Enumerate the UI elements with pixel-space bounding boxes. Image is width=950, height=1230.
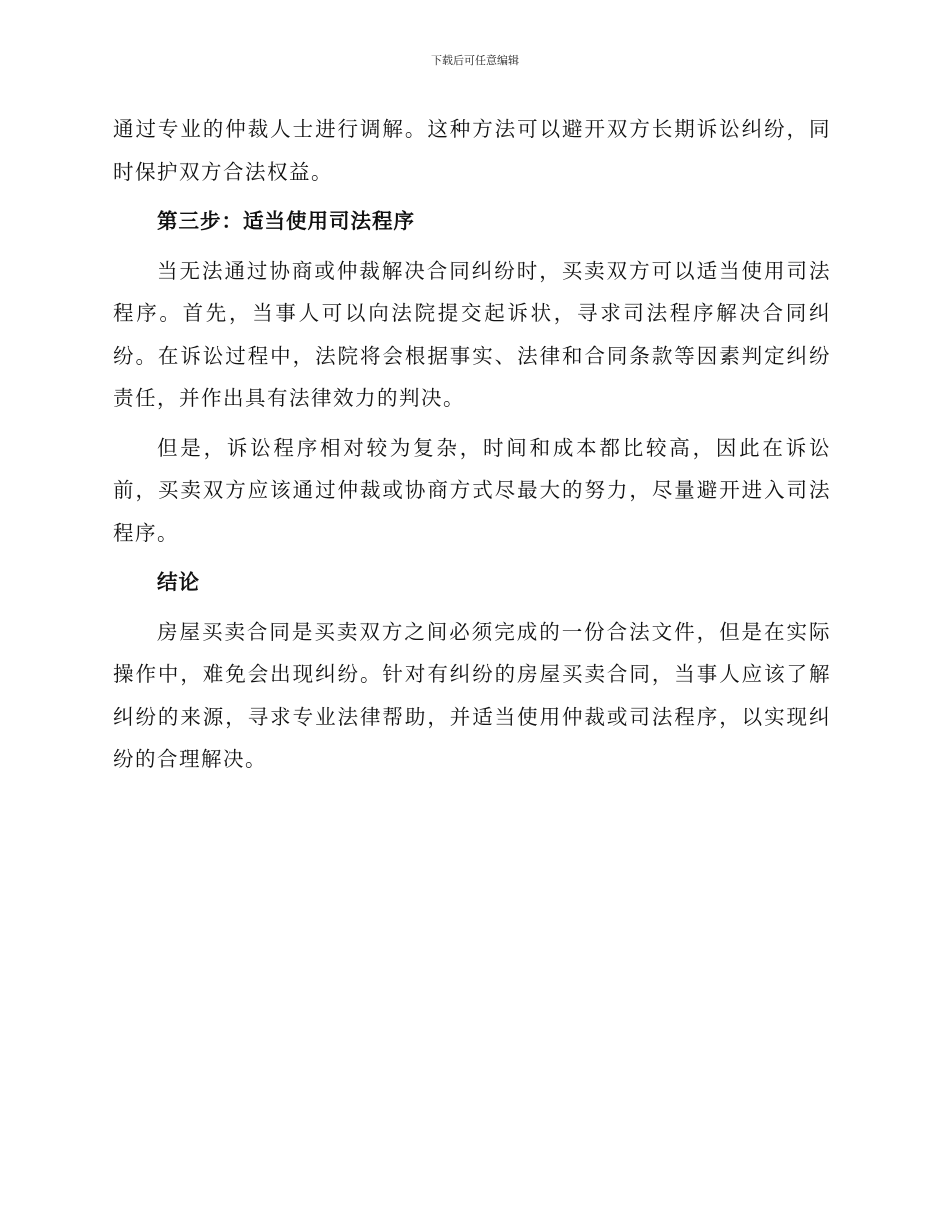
page-header: 下载后可任意编辑 bbox=[431, 54, 519, 67]
paragraph-litigation-cost: 但是，诉讼程序相对较为复杂，时间和成本都比较高，因此在诉讼前，买卖双方应该通过仲裁或协商方式尽最大的努力，尽量避开进入司法程序。 bbox=[113, 435, 831, 545]
section-heading-conclusion: 结论 bbox=[157, 570, 200, 594]
paragraph-judicial-procedure: 当无法通过协商或仲裁解决合同纠纷时，买卖双方可以适当使用司法程序。首先，当事人可以向法院提交起诉状，寻求司法程序解决合同纠纷。在诉讼过程中，法院将会根据事实、法律和合同条款等因素判定纠纷责任，并作出具有法律效力的判决。 bbox=[113, 258, 831, 410]
spacer bbox=[113, 243, 831, 250]
spacer bbox=[113, 604, 831, 611]
paragraph-conclusion: 房屋买卖合同是买卖双方之间必须完成的一份合法文件，但是在实际操作中，难免会出现纠纷。针对有纠纷的房屋买卖合同，当事人应该了解纠纷的来源，寻求专业法律帮助，并适当使用仲裁或司法程序，以实现纠纷的合理解决。 bbox=[113, 619, 831, 771]
section-heading-step3: 第三步：适当使用司法程序 bbox=[157, 209, 415, 233]
document-body bbox=[113, 108, 831, 781]
spacer bbox=[113, 193, 831, 200]
spacer bbox=[113, 554, 831, 561]
spacer bbox=[113, 420, 831, 427]
paragraph-continuation: 通过专业的仲裁人士进行调解。这种方法可以避开双方长期诉讼纠纷，同时保护双方合法权益。 bbox=[113, 117, 831, 184]
